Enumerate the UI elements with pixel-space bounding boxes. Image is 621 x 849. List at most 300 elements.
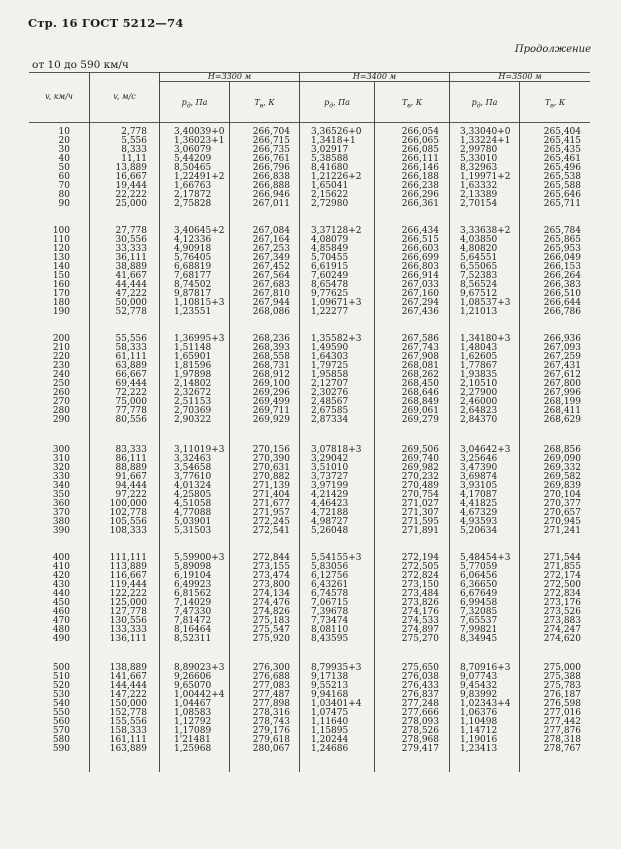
temp-h3500-cell: 270,945 — [543, 517, 581, 528]
speed-kmh-cell: 560 — [52, 717, 70, 728]
pressure-h3500-cell: 7,32085 — [460, 607, 498, 618]
pressure-h3500-cell: 7,99821 — [460, 625, 498, 636]
table-column-vms — [90, 446, 147, 536]
speed-ms-cell: 47,222 — [115, 289, 147, 300]
temp-unit: , К — [553, 98, 566, 107]
temp-h3500-cell: 273,883 — [543, 616, 581, 627]
temp-h3400-cell: 273,826 — [401, 598, 439, 609]
pressure-h3300-cell: 2,75828 — [174, 199, 212, 210]
temp-unit: , К — [263, 98, 275, 107]
pressure-h3500-cell: 4,80820 — [460, 244, 498, 255]
temp-h3400-cell: 271,891 — [401, 526, 439, 537]
pressure-h3300-cell: 4,90918 — [174, 244, 212, 255]
temp-h3400-cell: 266,065 — [401, 136, 439, 147]
pressure-h3300-cell: 5,76405 — [174, 253, 212, 264]
pressure-h3500-cell: 1,10498 — [460, 717, 498, 728]
pressure-h3500-cell: 9,45432 — [460, 681, 498, 692]
speed-ms-cell: 97,222 — [115, 490, 147, 501]
table-column-t1 — [229, 664, 290, 754]
pressure-h3400-cell: 8,08110 — [311, 625, 349, 636]
speed-ms-cell: 66,667 — [115, 370, 147, 381]
pressure-symbol: p — [181, 98, 187, 107]
speed-kmh-cell: 80 — [58, 190, 70, 201]
temp-h3500-cell: 268,856 — [543, 445, 581, 455]
temp-h3500-cell: 270,657 — [543, 508, 581, 519]
speed-ms-cell: 77,778 — [115, 406, 147, 417]
pressure-h3500-cell: 1,63332 — [460, 181, 498, 192]
pressure-h3400-cell: 3,37128+2 — [311, 226, 362, 236]
pressure-h3500-cell: 1,93835 — [460, 370, 498, 381]
pressure-h3300-cell: 2,70369 — [174, 406, 212, 417]
temp-h3300-cell: 269,296 — [252, 388, 290, 399]
temp-h3300-cell: 275,920 — [252, 634, 290, 645]
temp-h3400-cell: 271,595 — [401, 517, 439, 528]
speed-ms-cell: 111,111 — [109, 553, 147, 563]
pressure-h3300-cell: 3,40039+0 — [174, 127, 225, 137]
table-column-vms — [90, 227, 147, 317]
pressure-h3300-cell: 9,87817 — [174, 289, 212, 300]
speed-ms-cell: 88,889 — [115, 463, 147, 474]
temp-h3400-cell: 276,837 — [401, 690, 439, 701]
pressure-h3400-cell: 3,97199 — [311, 481, 349, 492]
pressure-h3400-cell: 4,21429 — [311, 490, 349, 501]
speed-ms-cell: 80,556 — [115, 415, 147, 426]
speed-kmh-cell: 590 — [52, 744, 70, 755]
temp-h3500-cell: 275,000 — [543, 663, 581, 673]
pressure-h3500-cell: 3,33040+0 — [460, 127, 511, 137]
temp-h3300-cell: 273,155 — [252, 562, 290, 573]
temp-h3400-cell: 277,248 — [401, 699, 439, 710]
table-column-t1 — [229, 446, 290, 536]
aerodynamic-table — [29, 72, 590, 772]
pressure-h3400-cell: 3,07818+3 — [311, 445, 362, 455]
speed-ms-cell: 91,667 — [115, 472, 147, 483]
table-column-vms — [90, 128, 147, 209]
speed-ms-cell: 50,000 — [115, 298, 147, 309]
temp-h3400-cell: 267,743 — [401, 343, 439, 354]
pressure-h3400-cell: 8,65478 — [311, 280, 349, 291]
temp-h3300-cell: 275,183 — [252, 616, 290, 627]
speed-kmh-cell: 580 — [52, 735, 70, 746]
speed-kmh-cell: 390 — [52, 526, 70, 537]
pressure-index: д — [329, 102, 334, 110]
speed-kmh-cell: 440 — [52, 589, 70, 600]
pressure-h3400-cell: 1,07475 — [311, 708, 349, 719]
pressure-h3300-cell: 6,19104 — [174, 571, 212, 582]
speed-kmh-cell: 340 — [52, 481, 70, 492]
temp-h3500-cell: 267,996 — [543, 388, 581, 399]
speed-kmh-cell: 180 — [52, 298, 70, 309]
speed-ms-cell: 19,444 — [115, 181, 147, 192]
temp-h3500-cell: 265,538 — [543, 172, 581, 183]
pressure-h3500-cell: 5,77059 — [460, 562, 498, 573]
temp-h3500-cell: 275,783 — [543, 681, 581, 692]
pressure-h3500-cell: 2,70154 — [460, 199, 498, 210]
pressure-h3500-cell: 3,47390 — [460, 463, 498, 474]
pressure-h3500-cell: 9,83992 — [460, 690, 498, 701]
temp-symbol: T — [544, 98, 551, 107]
speed-kmh-cell: 20 — [58, 136, 70, 147]
table-column-v — [29, 554, 70, 644]
table-column-p1 — [174, 335, 234, 425]
temp-h3300-cell: 268,731 — [252, 361, 290, 372]
speed-ms-cell: 150,000 — [109, 699, 147, 710]
table-column-v — [29, 446, 70, 536]
table-column-vms — [90, 554, 147, 644]
pressure-h3500-cell: 8,70916+3 — [460, 663, 511, 673]
pressure-h3400-cell: 5,70455 — [311, 253, 349, 264]
pressure-h3300-cell: 3,06079 — [174, 145, 212, 156]
pressure-h3300-cell: 8,89023+3 — [174, 663, 225, 673]
pressure-h3400-cell: 1,49590 — [311, 343, 349, 354]
table-column-t2 — [375, 227, 439, 317]
pressure-h3500-cell: 6,06456 — [460, 571, 498, 582]
temp-h3500-cell: 273,176 — [543, 598, 581, 609]
table-column-p3 — [460, 446, 520, 536]
pressure-h3300-cell: 5,31503 — [174, 526, 212, 537]
pressure-h3300-cell: 1,81596 — [174, 361, 212, 372]
temp-h3400-cell: 266,238 — [401, 181, 439, 192]
pressure-h3300-cell: 4,51058 — [174, 499, 212, 510]
temp-h3300-cell: 269,499 — [252, 397, 290, 408]
speed-ms-cell: 41,667 — [115, 271, 147, 282]
temp-h3500-cell: 266,644 — [543, 298, 581, 309]
pressure-h3500-cell: 1,21013 — [460, 307, 498, 318]
temp-h3300-cell: 276,688 — [252, 672, 290, 683]
temp-h3500-cell: 267,093 — [543, 343, 581, 354]
pressure-h3300-cell: 5,03901 — [174, 517, 212, 528]
temp-h3500-cell: 269,839 — [543, 481, 581, 492]
pressure-unit: , Па — [190, 98, 208, 107]
temp-h3500-cell: 265,646 — [543, 190, 581, 201]
temp-h3300-cell: 266,704 — [252, 127, 290, 137]
speed-kmh-cell: 70 — [58, 181, 70, 192]
pressure-h3300-cell: 6,81562 — [174, 589, 212, 600]
pressure-h3300-cell: 1,51148 — [174, 343, 212, 354]
table-column-p1 — [174, 446, 234, 536]
pressure-h3500-cell: 2,13389 — [460, 190, 498, 201]
temp-h3400-cell: 268,081 — [401, 361, 439, 372]
table-column-p1 — [174, 128, 234, 209]
temp-h3400-cell: 274,533 — [401, 616, 439, 627]
table-column-t2 — [375, 664, 439, 754]
temp-h3300-cell: 280,067 — [252, 744, 290, 755]
temp-h3300-cell: 273,474 — [252, 571, 290, 582]
pressure-h3400-cell: 2,12707 — [311, 379, 349, 390]
pressure-h3500-cell: 4,17087 — [460, 490, 498, 501]
temp-h3300-cell: 274,476 — [252, 598, 290, 609]
pressure-h3400-cell: 1,03401+4 — [311, 699, 362, 710]
speed-kmh-cell: 380 — [52, 517, 70, 528]
pressure-h3300-cell: 1,00442+4 — [174, 690, 225, 701]
temp-h3500-cell: 265,953 — [543, 244, 581, 255]
pressure-h3300-cell: 2,32672 — [174, 388, 212, 399]
temp-h3300-cell: 266,838 — [252, 172, 290, 183]
pressure-h3400-cell: 2,72980 — [311, 199, 349, 210]
speed-ms-cell: 5,556 — [121, 136, 147, 147]
speed-kmh-cell: 420 — [52, 571, 70, 582]
pressure-h3500-cell: 8,56524 — [460, 280, 498, 291]
pressure-h3300-cell: 2,14802 — [174, 379, 212, 390]
pressure-h3500-cell: 1,08537+3 — [460, 298, 511, 309]
temp-h3500-cell: 265,711 — [543, 199, 581, 210]
temp-h3400-cell: 278,093 — [401, 717, 439, 728]
temp-h3300-cell: 267,253 — [252, 244, 290, 255]
temp-h3400-cell: 267,294 — [401, 298, 439, 309]
pressure-h3300-cell: 4,77088 — [174, 508, 212, 519]
temp-h3300-cell: 270,390 — [252, 454, 290, 465]
temp-h3500-cell: 269,332 — [543, 463, 581, 474]
speed-ms-cell: 63,889 — [115, 361, 147, 372]
pressure-h3300-cell: 7,68177 — [174, 271, 212, 282]
pressure-h3500-cell: 6,67649 — [460, 589, 498, 600]
pressure-h3300-cell: 1,66763 — [174, 181, 212, 192]
pressure-h3400-cell: 1,15895 — [311, 726, 349, 737]
temp-index: в — [407, 102, 411, 110]
temp-h3300-cell: 274,134 — [252, 589, 290, 600]
speed-ms-cell: 58,333 — [115, 343, 147, 354]
speed-kmh-cell: 230 — [52, 361, 70, 372]
temp-h3400-cell: 268,450 — [401, 379, 439, 390]
pressure-h3400-cell: 5,54155+3 — [311, 553, 362, 563]
temp-h3300-cell: 270,156 — [252, 445, 290, 455]
temp-h3400-cell: 267,160 — [401, 289, 439, 300]
speed-kmh-cell: 550 — [52, 708, 70, 719]
temp-h3400-cell: 267,436 — [401, 307, 439, 318]
speed-ms-cell: 44,444 — [115, 280, 147, 291]
speed-kmh-cell: 40 — [58, 154, 70, 165]
speed-ms-cell: 94,444 — [115, 481, 147, 492]
temp-h3400-cell: 276,433 — [401, 681, 439, 692]
temp-h3300-cell: 268,393 — [252, 343, 290, 354]
table-column-p1 — [174, 554, 234, 644]
pressure-h3500-cell: 4,41825 — [460, 499, 498, 510]
speed-kmh-cell: 210 — [52, 343, 70, 354]
speed-kmh-cell: 10 — [58, 127, 70, 137]
temp-h3300-cell: 272,245 — [252, 517, 290, 528]
speed-ms-cell: 102,778 — [109, 508, 147, 519]
speed-kmh-cell: 290 — [52, 415, 70, 426]
pressure-h3400-cell: 1,20244 — [311, 735, 349, 746]
pressure-h3300-cell: 1,36023+1 — [174, 136, 225, 147]
speed-kmh-cell: 330 — [52, 472, 70, 483]
speed-kmh-cell: 150 — [52, 271, 70, 282]
temp-h3300-cell: 271,139 — [252, 481, 290, 492]
pressure-h3300-cell: 4,12336 — [174, 235, 212, 246]
temp-h3500-cell: 265,588 — [543, 181, 581, 192]
speed-kmh-cell: 510 — [52, 672, 70, 683]
speed-ms-cell: 69,444 — [115, 379, 147, 390]
temp-h3400-cell: 275,650 — [401, 663, 439, 673]
temp-unit: , К — [410, 98, 423, 107]
temp-h3300-cell: 267,452 — [252, 262, 290, 273]
speed-ms-cell: 152,778 — [109, 708, 147, 719]
speed-kmh-cell: 570 — [52, 726, 70, 737]
table-column-p3 — [460, 128, 520, 209]
pressure-h3400-cell: 1,35582+3 — [311, 334, 362, 344]
pressure-h3400-cell: 8,79935+3 — [311, 663, 362, 673]
temp-h3300-cell: 270,882 — [252, 472, 290, 483]
speed-ms-cell: 119,444 — [109, 580, 147, 591]
speed-ms-cell: 105,556 — [109, 517, 147, 528]
temp-h3500-cell: 265,461 — [543, 154, 581, 165]
speed-ms-cell: 147,222 — [109, 690, 147, 701]
temp-h3400-cell: 274,897 — [401, 625, 439, 636]
pressure-h3400-cell: 4,08079 — [311, 235, 349, 246]
temp-h3400-cell: 270,754 — [401, 490, 439, 501]
table-column-t3 — [520, 128, 581, 209]
temp-h3400-cell: 279,417 — [401, 744, 439, 755]
speed-ms-cell: 130,556 — [109, 616, 147, 627]
table-column-p1 — [174, 664, 234, 754]
temp-h3500-cell: 266,936 — [543, 334, 581, 344]
temp-h3500-cell: 270,377 — [543, 499, 581, 510]
speed-ms-cell: 75,000 — [115, 397, 147, 408]
temp-h3400-cell: 269,061 — [401, 406, 439, 417]
temp-h3300-cell: 267,011 — [252, 199, 290, 210]
temp-h3300-cell: 277,487 — [252, 690, 290, 701]
speed-kmh-cell: 530 — [52, 690, 70, 701]
speed-kmh-cell: 130 — [52, 253, 70, 264]
pressure-h3500-cell: 1,06376 — [460, 708, 498, 719]
temp-h3500-cell: 267,431 — [543, 361, 581, 372]
speed-kmh-cell: 30 — [58, 145, 70, 156]
table-column-p3 — [460, 664, 520, 754]
subheader-pressure-3 — [450, 98, 519, 110]
pressure-h3400-cell: 4,72188 — [311, 508, 349, 519]
header-speed-kmh: v, км/ч — [45, 92, 73, 101]
pressure-h3400-cell: 9,17138 — [311, 672, 349, 683]
temp-h3300-cell: 272,844 — [252, 553, 290, 563]
speed-ms-cell: 72,222 — [115, 388, 147, 399]
speed-ms-cell: 83,333 — [115, 445, 147, 455]
temp-h3400-cell: 268,646 — [401, 388, 439, 399]
table-column-p2 — [311, 227, 373, 317]
temp-h3500-cell: 265,415 — [543, 136, 581, 147]
temp-symbol: T — [254, 98, 260, 107]
temp-h3300-cell: 270,631 — [252, 463, 290, 474]
speed-kmh-cell: 140 — [52, 262, 70, 273]
pressure-h3500-cell: 2,64823 — [460, 406, 498, 417]
speed-ms-cell: 122,222 — [109, 589, 147, 600]
pressure-h3400-cell: 2,15622 — [311, 190, 349, 201]
speed-kmh-cell: 50 — [58, 163, 70, 174]
pressure-h3500-cell: 1,48043 — [460, 343, 498, 354]
pressure-h3300-cell: 8,74502 — [174, 280, 212, 291]
speed-kmh-cell: 350 — [52, 490, 70, 501]
temp-h3300-cell: 271,404 — [252, 490, 290, 501]
pressure-h3500-cell: 2,99780 — [460, 145, 498, 156]
pressure-h3400-cell: 7,39678 — [311, 607, 349, 618]
speed-ms-cell: 36,111 — [115, 253, 147, 264]
pressure-h3400-cell: 6,74578 — [311, 589, 349, 600]
pressure-h3500-cell: 5,20634 — [460, 526, 498, 537]
temp-h3400-cell: 266,803 — [401, 262, 439, 273]
pressure-h3300-cell: 6,49923 — [174, 580, 212, 591]
temp-h3300-cell: 266,761 — [252, 154, 290, 165]
pressure-h3500-cell: 1,14712 — [460, 726, 498, 737]
temp-h3300-cell: 277,083 — [252, 681, 290, 692]
speed-ms-cell: 127,778 — [109, 607, 147, 618]
speed-ms-cell: 138,889 — [109, 663, 147, 673]
speed-kmh-cell: 460 — [52, 607, 70, 618]
pressure-index: д — [186, 102, 191, 110]
pressure-h3500-cell: 8,32963 — [460, 163, 498, 174]
pressure-h3400-cell: 4,98727 — [311, 517, 349, 528]
pressure-h3300-cell: 1,97898 — [174, 370, 212, 381]
table-column-p2 — [311, 554, 373, 644]
temp-h3300-cell: 274,826 — [252, 607, 290, 618]
pressure-h3500-cell: 3,25646 — [460, 454, 498, 465]
speed-ms-cell: 158,333 — [109, 726, 147, 737]
group-header-h3500: H=3500 м — [498, 72, 542, 81]
temp-h3300-cell: 269,929 — [252, 415, 290, 426]
pressure-h3400-cell: 4,46423 — [311, 499, 349, 510]
pressure-h3500-cell: 1,62605 — [460, 352, 498, 363]
temp-h3500-cell: 272,174 — [543, 571, 581, 582]
pressure-h3300-cell: 1,10815+3 — [174, 298, 225, 309]
pressure-h3400-cell: 2,87334 — [311, 415, 349, 426]
table-column-t2 — [375, 128, 439, 209]
speed-ms-cell: 33,333 — [115, 244, 147, 255]
speed-kmh-cell: 370 — [52, 508, 70, 519]
subheader-temp-1 — [230, 98, 299, 110]
table-column-v — [29, 335, 70, 425]
pressure-h3500-cell: 3,69874 — [460, 472, 498, 483]
pressure-h3400-cell: 3,51010 — [311, 463, 349, 474]
pressure-h3400-cell: 5,26048 — [311, 526, 349, 537]
pressure-h3500-cell: 9,07743 — [460, 672, 498, 683]
pressure-h3400-cell: 3,29042 — [311, 454, 349, 465]
pressure-unit: , Па — [480, 98, 498, 107]
pressure-h3400-cell: 1,24686 — [311, 744, 349, 755]
temp-h3300-cell: 266,735 — [252, 145, 290, 156]
temp-h3400-cell: 277,666 — [401, 708, 439, 719]
speed-ms-cell: 125,000 — [109, 598, 147, 609]
temp-h3500-cell: 271,855 — [543, 562, 581, 573]
pressure-h3500-cell: 1,33224+1 — [460, 136, 511, 147]
table-column-t3 — [520, 554, 581, 644]
speed-range-label: от 10 до 590 км/ч — [32, 59, 129, 71]
temp-h3500-cell: 265,435 — [543, 145, 581, 156]
speed-ms-cell: 161,111 — [109, 735, 147, 746]
pressure-h3400-cell: 1,09671+3 — [311, 298, 362, 309]
pressure-h3500-cell: 4,03850 — [460, 235, 498, 246]
temp-h3400-cell: 266,146 — [401, 163, 439, 174]
pressure-h3400-cell: 3,73727 — [311, 472, 349, 483]
temp-h3400-cell: 269,279 — [401, 415, 439, 426]
speed-ms-cell: 141,667 — [109, 672, 147, 683]
speed-ms-cell: 2,778 — [121, 127, 147, 137]
speed-ms-cell: 25,000 — [115, 199, 147, 210]
speed-kmh-cell: 520 — [52, 681, 70, 692]
temp-h3300-cell: 266,715 — [252, 136, 290, 147]
temp-h3300-cell: 267,944 — [252, 298, 290, 309]
temp-h3400-cell: 274,176 — [401, 607, 439, 618]
temp-h3400-cell: 278,526 — [401, 726, 439, 737]
pressure-h3400-cell: 1,64303 — [311, 352, 349, 363]
temp-h3500-cell: 274,620 — [543, 634, 581, 645]
speed-kmh-cell: 60 — [58, 172, 70, 183]
temp-h3400-cell: 273,150 — [401, 580, 439, 591]
table-column-t1 — [229, 335, 290, 425]
temp-h3300-cell: 268,086 — [252, 307, 290, 318]
table-column-t1 — [229, 554, 290, 644]
pressure-h3400-cell: 8,43595 — [311, 634, 349, 645]
table-column-p2 — [311, 128, 373, 209]
table-column-p3 — [460, 335, 520, 425]
temp-h3500-cell: 266,264 — [543, 271, 581, 282]
